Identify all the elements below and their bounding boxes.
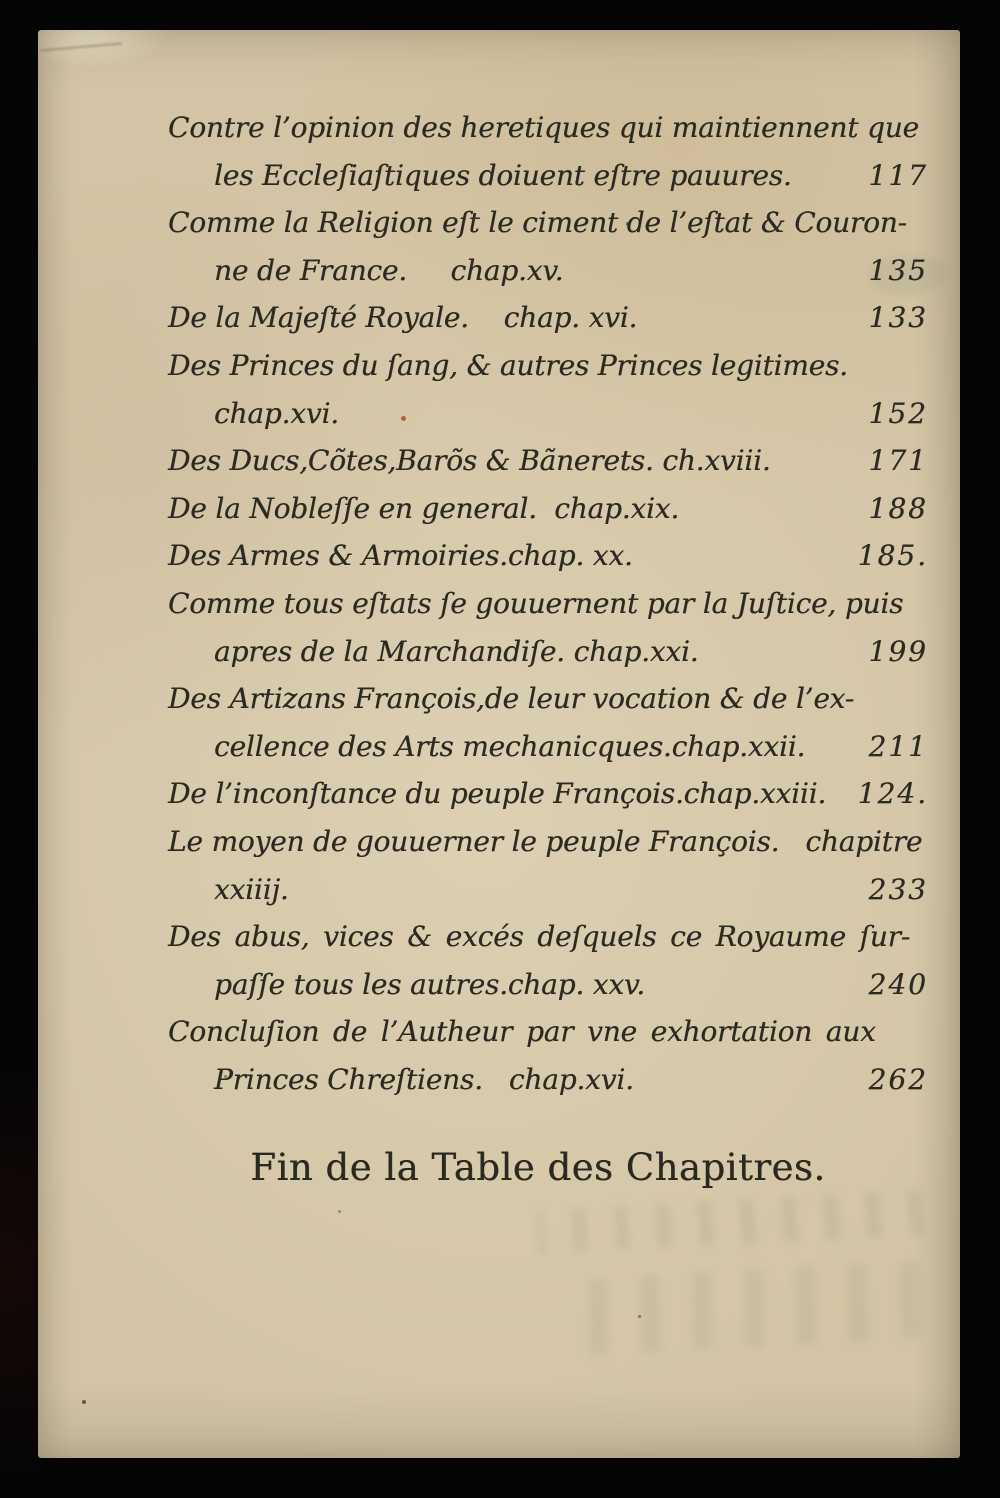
toc-line xyxy=(168,294,928,342)
toc-line xyxy=(168,1056,928,1104)
toc-line-text: Des Ducs,Cõtes,Barõs & Bãnerets. ch.xviii. xyxy=(168,444,771,478)
toc-page-number: 199 xyxy=(868,634,928,668)
toc-line-text: Le moyen de gouuerner le peuple François. chapitre xyxy=(168,824,923,858)
toc-line-text: Des Princes du ſang, & autres Princes legitimes. xyxy=(168,348,848,382)
toc-line xyxy=(168,866,928,914)
toc-page-number: 171 xyxy=(868,444,928,478)
toc-page-number: 188 xyxy=(868,491,928,525)
toc-page-number: 262 xyxy=(868,1062,928,1096)
toc-line xyxy=(168,770,928,818)
toc-line xyxy=(168,818,928,866)
paper-speck xyxy=(82,1400,86,1404)
toc-page-number: 185. xyxy=(857,539,928,573)
toc-line xyxy=(168,628,928,676)
toc-line-text: xxiiij. xyxy=(214,872,289,906)
paper-speck xyxy=(638,1315,641,1318)
toc-page-number: 152 xyxy=(868,396,928,430)
paper-fold-mark xyxy=(40,42,122,51)
toc-line-text: ne de France. chap.xv. xyxy=(214,253,564,287)
toc-line-text: Princes Chreſtiens. chap.xvi. xyxy=(214,1062,634,1096)
toc-line xyxy=(168,961,928,1009)
toc-line xyxy=(168,342,928,390)
toc-line xyxy=(168,104,928,152)
toc-page-number: 233 xyxy=(868,872,928,906)
toc-line-text: De la Nobleſſe en general. chap.xix. xyxy=(168,491,680,525)
toc-line-text: Concluſion de l’Autheur par vne exhortation aux xyxy=(168,1015,876,1049)
toc-line-text: De la Majeſté Royale. chap. xvi. xyxy=(168,301,638,335)
toc-line-text: Des Armes & Armoiries.chap. xx. xyxy=(168,539,633,573)
toc-line-text: Contre l’opinion des heretiques qui maintiennent que xyxy=(168,111,919,144)
toc-line xyxy=(168,532,928,580)
toc-line xyxy=(168,675,928,723)
toc-line-text: chap.xvi. xyxy=(214,396,339,430)
toc-line-text: apres de la Marchandiſe. chap.xxi. xyxy=(214,634,699,668)
table-end-note: Fin de la Table des Chapitres. xyxy=(250,1146,826,1189)
toc-page-number: 117 xyxy=(868,158,928,192)
table-of-chapters xyxy=(168,104,928,1103)
toc-line xyxy=(168,723,928,771)
toc-line xyxy=(168,580,928,628)
toc-line-text: Des abus, vices & excés deſquels ce Royaume ſur- xyxy=(168,920,911,954)
toc-line-text: paſſe tous les autres.chap. xxv. xyxy=(214,967,645,1001)
toc-line-text: Des Artizans François,de leur vocation & de l’ex- xyxy=(168,682,855,716)
toc-line-text: cellence des Arts mechanicques.chap.xxii. xyxy=(214,729,806,763)
toc-line-text: les Eccleſiaſtiques doiuent eſtre pauures. xyxy=(214,158,792,192)
toc-line-text: Comme tous eſtats ſe gouuernent par la Juſtice, puis xyxy=(168,586,904,620)
toc-page-number: 124. xyxy=(857,777,928,811)
toc-line xyxy=(168,247,928,295)
toc-line xyxy=(168,437,928,485)
toc-line xyxy=(168,199,928,247)
toc-page-number: 135 xyxy=(868,253,928,287)
toc-line xyxy=(168,913,928,961)
toc-line xyxy=(168,485,928,533)
paper-speck xyxy=(338,1210,341,1213)
toc-page-number: 133 xyxy=(868,301,928,335)
toc-line xyxy=(168,390,928,438)
toc-page-number: 211 xyxy=(868,729,928,763)
toc-page-number: 240 xyxy=(868,967,928,1001)
toc-line xyxy=(168,1008,928,1056)
showthrough-ink-ghost xyxy=(537,1190,939,1255)
showthrough-ink-ghost xyxy=(576,1261,939,1356)
book-page xyxy=(38,30,960,1458)
toc-line xyxy=(168,152,928,200)
toc-line-text: Comme la Religion eſt le ciment de l’eſtat & Couron- xyxy=(168,206,907,240)
toc-line-text: De l’inconſtance du peuple François.chap.xxiii. xyxy=(168,777,827,811)
